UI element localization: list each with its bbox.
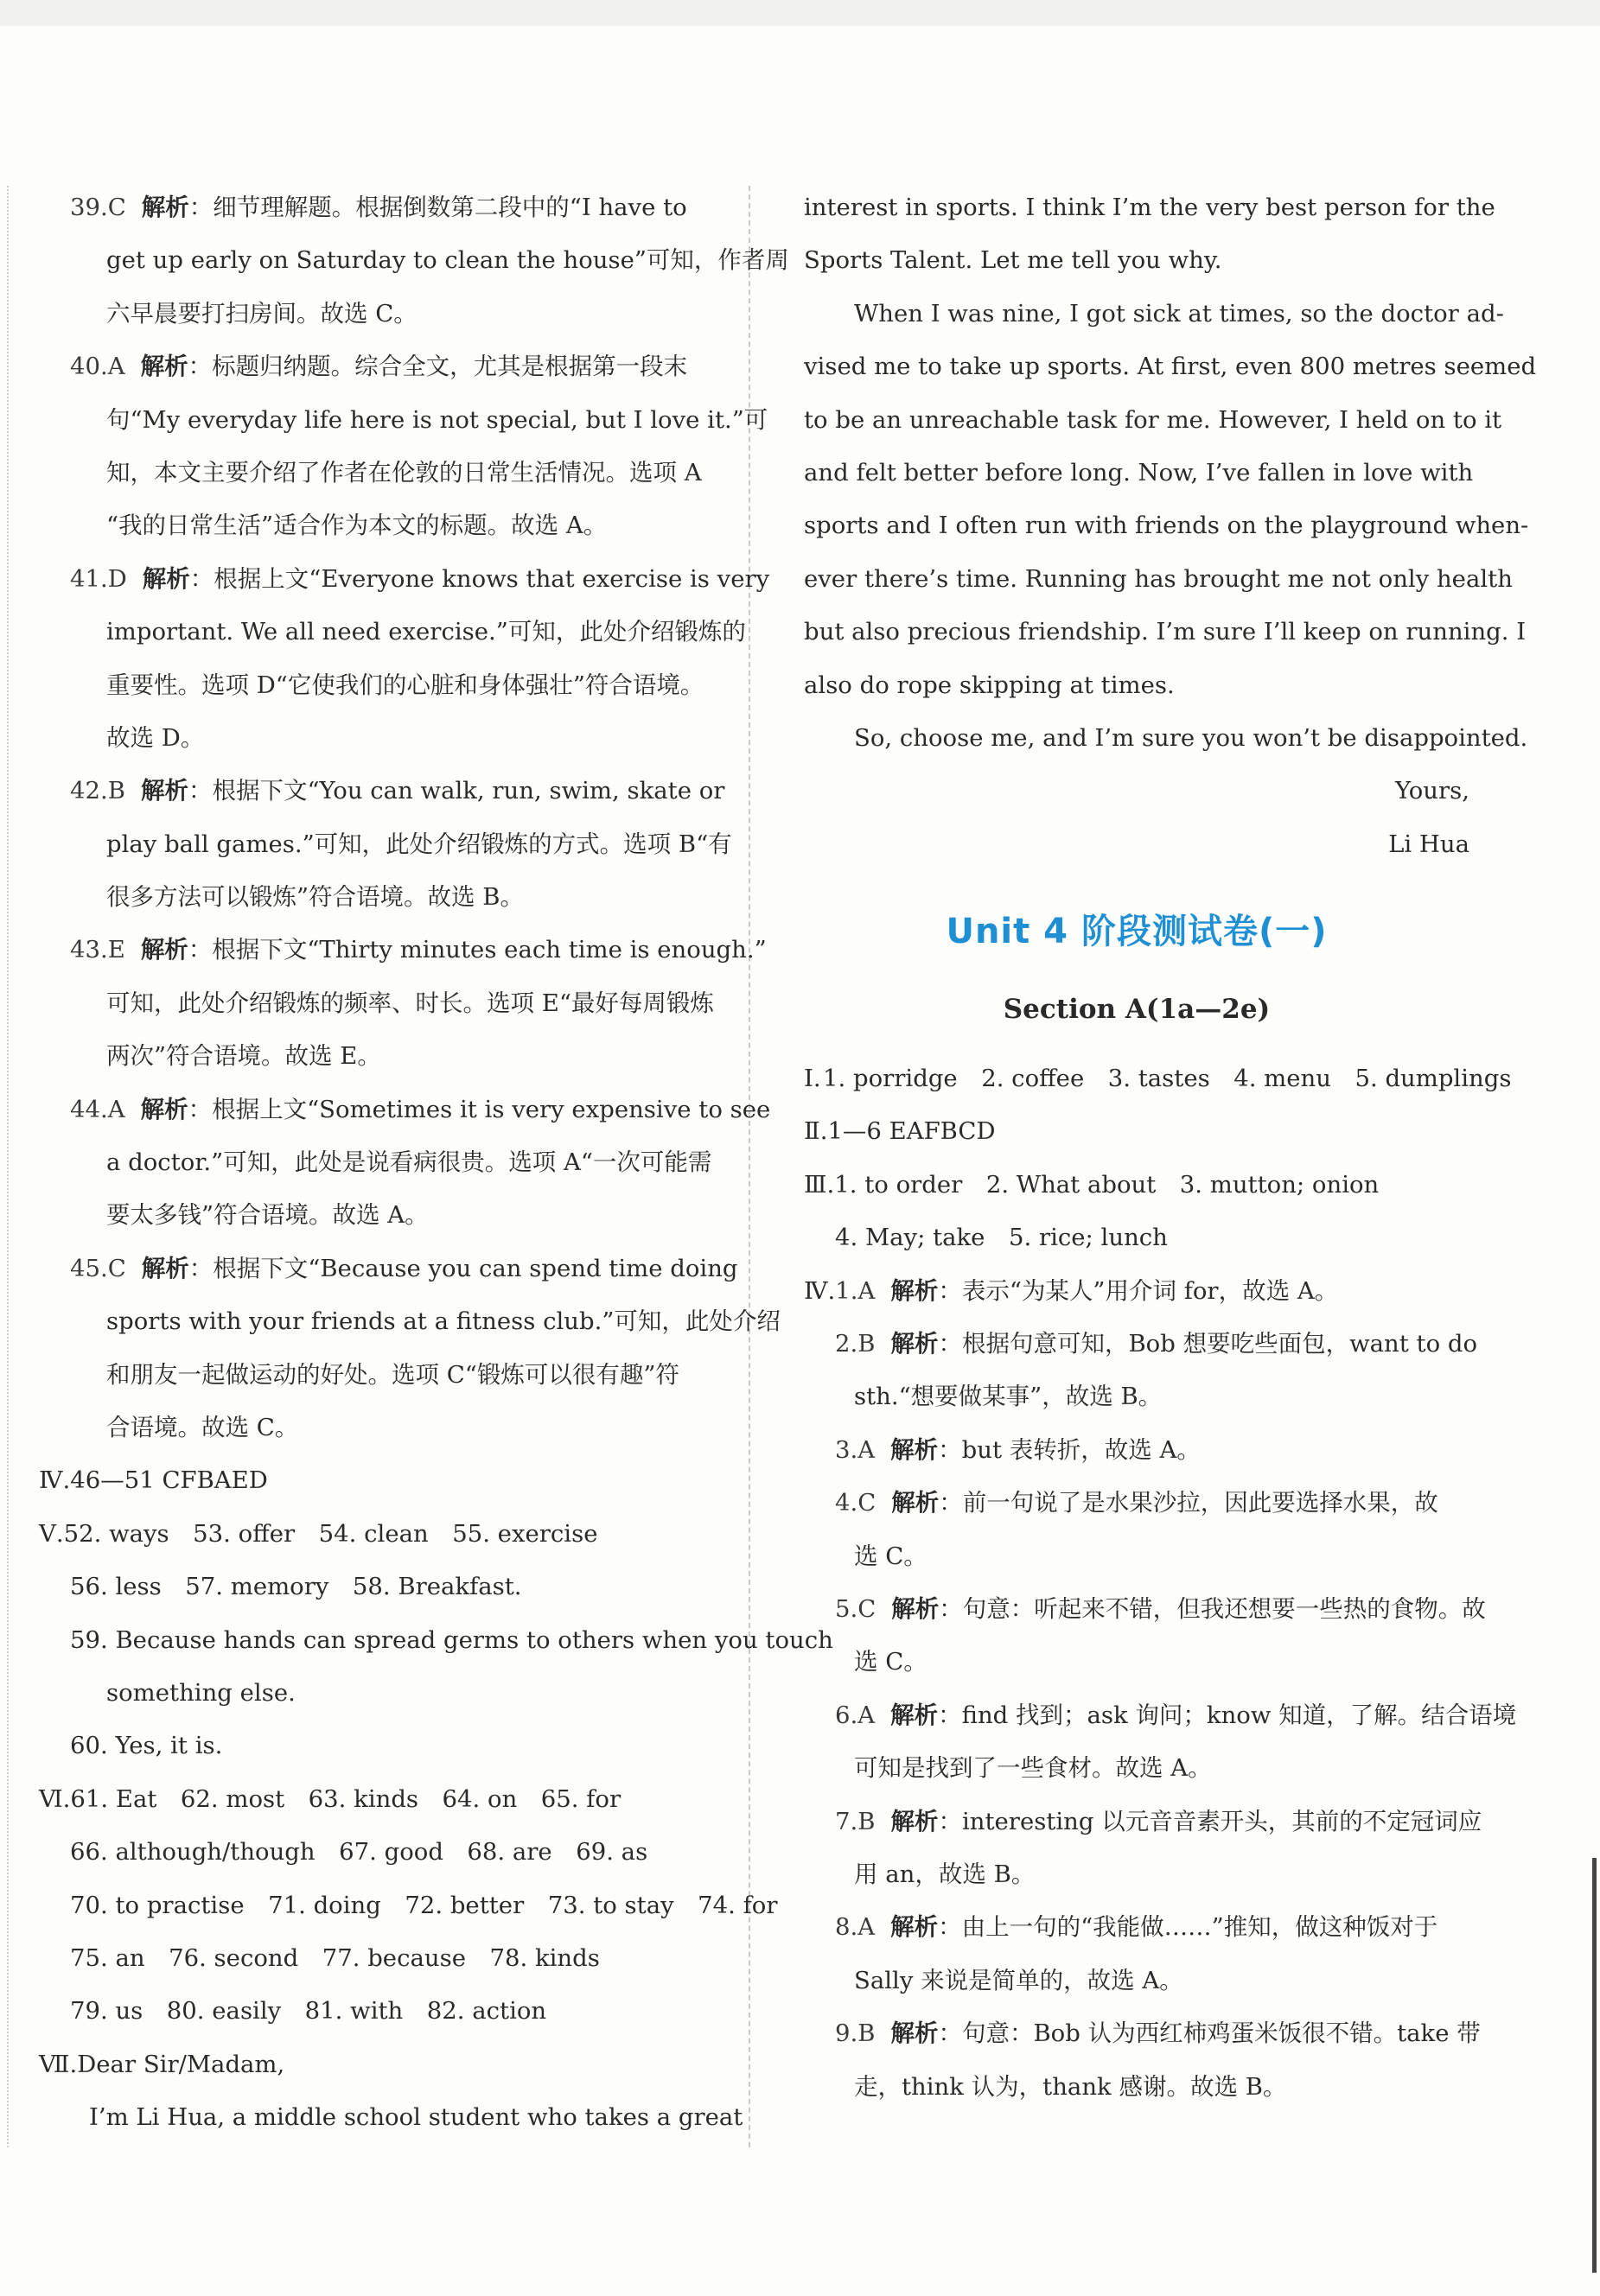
answer-item-cont bbox=[39, 1189, 730, 1242]
roman-numeral: Ⅶ. bbox=[39, 2050, 78, 2078]
section-vi-line bbox=[39, 1826, 730, 1879]
analysis-text: play ball games.”可知，此处介绍锻炼的方式。选项 B“有 bbox=[106, 830, 732, 858]
letter-line: and felt better before long. Now, I’ve fallen in love with bbox=[804, 458, 1474, 487]
answer-line: 66. although/though 67. good 68. are 69. as bbox=[70, 1838, 648, 1867]
answer-item-cont bbox=[39, 977, 730, 1030]
answer-item-cont bbox=[39, 712, 730, 765]
analysis-text: 两次”符合语境。故选 E。 bbox=[106, 1042, 381, 1071]
item-answer: B bbox=[857, 1330, 876, 1358]
letter-line: sports and I often run with friends on the playground when- bbox=[804, 512, 1529, 540]
item-number: 9. bbox=[835, 2019, 858, 2048]
roman-numeral: Ⅴ. bbox=[39, 1519, 64, 1548]
section-v-line bbox=[39, 1614, 833, 1667]
analysis-text: 选 C。 bbox=[854, 1648, 927, 1676]
section-vii bbox=[39, 2038, 730, 2091]
roman-numeral: Ⅰ. bbox=[804, 1065, 821, 1093]
item-answer: E bbox=[107, 936, 125, 964]
item-number: 7. bbox=[835, 1807, 858, 1835]
item-answer: C bbox=[107, 194, 126, 221]
item-answer: A bbox=[857, 1913, 876, 1942]
page-top-band bbox=[0, 0, 1600, 26]
item-answer: A bbox=[107, 353, 125, 381]
analysis-text: ：根据句意可知，Bob 想要吃些面包，want to do bbox=[938, 1330, 1478, 1358]
analysis-text: Sally 来说是简单的，故选 A。 bbox=[854, 1966, 1183, 1994]
analysis-text: get up early on Saturday to clean the house”可知，作者周 bbox=[106, 246, 789, 275]
analysis-text: ：细节理解题。根据倒数第二段中的“I have to bbox=[188, 194, 687, 221]
analysis-text: ：前一句说了是水果沙拉，因此要选择水果，故 bbox=[939, 1489, 1438, 1517]
item-number: 8. bbox=[835, 1913, 858, 1942]
item-answer: A bbox=[107, 1095, 125, 1123]
answer-line: 75. an 76. second 77. because 78. kinds bbox=[70, 1943, 600, 1972]
section-iii-line bbox=[804, 1159, 1469, 1212]
analysis-label: 解析 bbox=[141, 1254, 189, 1282]
roman-numeral: Ⅳ. bbox=[39, 1466, 71, 1495]
answer-line: 46—51 CFBAED bbox=[70, 1466, 268, 1495]
item-number: 5. bbox=[835, 1594, 858, 1623]
item-answer: C bbox=[107, 1254, 126, 1282]
analysis-text: ：根据下文“Because you can spend time doing bbox=[188, 1254, 738, 1282]
answer-item bbox=[804, 1318, 1478, 1371]
item-answer: D bbox=[107, 564, 127, 593]
answer-item bbox=[39, 1084, 771, 1136]
letter-line: Sports Talent. Let me tell you why. bbox=[804, 246, 1222, 275]
item-answer: B bbox=[107, 777, 125, 805]
answer-line: 52. ways 53. offer 54. clean 55. exercise bbox=[63, 1519, 598, 1548]
analysis-label: 解析 bbox=[140, 936, 188, 964]
analysis-text: 要太多钱”符合语境。故选 A。 bbox=[106, 1201, 429, 1230]
analysis-text: 走，think 认为，thank 感谢。故选 B。 bbox=[854, 2072, 1287, 2101]
answer-item bbox=[804, 1583, 1486, 1636]
item-answer: C bbox=[857, 1594, 876, 1623]
item-number: 40. bbox=[70, 353, 108, 381]
analysis-text: 知，本文主要介绍了作者在伦敦的日常生活情况。选项 A bbox=[106, 458, 702, 487]
analysis-text: 句“My everyday life here is not special, but I love it.”可 bbox=[106, 405, 768, 434]
answer-line: 70. to practise 71. doing 72. better 73. to stay 74. for bbox=[70, 1891, 778, 1919]
analysis-text: sports with your friends at a fitness club.”可知，此处介绍 bbox=[106, 1307, 781, 1336]
analysis-text: 和朋友一起做运动的好处。选项 C“锻炼可以很有趣”符 bbox=[106, 1360, 679, 1389]
item-number: 6. bbox=[835, 1701, 858, 1729]
item-answer: A bbox=[857, 1276, 876, 1305]
answer-line: 79. us 80. easily 81. with 82. action bbox=[70, 1997, 547, 2026]
roman-numeral: Ⅳ. bbox=[804, 1276, 836, 1305]
analysis-text: ：find 找到；ask 询问；know 知道，了解。结合语境 bbox=[938, 1701, 1517, 1729]
item-answer: A bbox=[857, 1701, 876, 1729]
unit-title: Unit 4 阶段测试卷(一) bbox=[946, 912, 1328, 952]
item-number: 39. bbox=[70, 194, 108, 221]
answer-item-cont bbox=[804, 1742, 1469, 1795]
analysis-label: 解析 bbox=[890, 1807, 939, 1835]
letter-closing: Yours, bbox=[1394, 777, 1469, 805]
analysis-text: ：根据上文“Sometimes it is very expensive to see bbox=[188, 1095, 771, 1123]
answer-item-cont bbox=[804, 1848, 1469, 1901]
item-answer: C bbox=[857, 1489, 876, 1517]
analysis-text: 故选 D。 bbox=[106, 723, 205, 752]
left-margin-rule bbox=[7, 186, 9, 2147]
roman-numeral: Ⅲ. bbox=[804, 1170, 835, 1199]
item-number: 2. bbox=[835, 1330, 858, 1358]
answer-item-cont bbox=[39, 606, 746, 658]
letter-line: to be an unreachable task for me. However, I held on to it bbox=[804, 405, 1502, 434]
answer-item bbox=[39, 924, 767, 976]
answer-line: 56. less 57. memory 58. Breakfast. bbox=[70, 1573, 522, 1601]
analysis-text: sth.“想要做某事”，故选 B。 bbox=[854, 1383, 1163, 1411]
answer-item bbox=[804, 1689, 1517, 1742]
answer-item bbox=[39, 553, 770, 606]
letter-line: So, choose me, and I’m sure you won’t be disappointed. bbox=[854, 723, 1528, 752]
item-answer: B bbox=[857, 1807, 876, 1835]
analysis-text: 合语境。故选 C。 bbox=[106, 1413, 299, 1441]
section-vi-line bbox=[39, 1932, 730, 1985]
analysis-label: 解析 bbox=[890, 2019, 939, 2048]
analysis-label: 解析 bbox=[890, 1276, 939, 1305]
answer-item bbox=[39, 765, 730, 817]
answer-item bbox=[804, 1901, 1469, 1954]
column-divider bbox=[749, 186, 750, 2147]
answer-item bbox=[804, 2007, 1481, 2060]
analysis-text: ：根据上文“Everyone knows that exercise is very bbox=[189, 564, 770, 593]
letter-line: When I was nine, I got sick at times, so the doctor ad- bbox=[854, 299, 1504, 328]
section-v-line bbox=[39, 1508, 730, 1561]
letter-line: vised me to take up sports. At first, even 800 metres seemed bbox=[804, 353, 1537, 381]
letter-line: ever there’s time. Running has brought me not only health bbox=[804, 564, 1513, 593]
section-v-line bbox=[39, 1720, 730, 1772]
analysis-label: 解析 bbox=[142, 564, 190, 593]
answer-line: 4. May; take 5. rice; lunch bbox=[835, 1224, 1168, 1252]
item-number: 3. bbox=[835, 1435, 858, 1464]
answer-line: 1. to order 2. What about 3. mutton; onion bbox=[834, 1170, 1380, 1199]
letter-line: also do rope skipping at times. bbox=[804, 671, 1175, 699]
answer-item-cont bbox=[39, 447, 730, 499]
answer-item-cont bbox=[39, 1402, 730, 1454]
analysis-text: “我的日常生活”适合作为本文的标题。故选 A。 bbox=[106, 512, 608, 540]
item-answer: A bbox=[857, 1435, 876, 1464]
analysis-label: 解析 bbox=[891, 1489, 940, 1517]
analysis-text: ：句意：听起来不错，但我还想要一些热的食物。故 bbox=[939, 1594, 1486, 1623]
analysis-label: 解析 bbox=[140, 353, 188, 381]
answer-item-cont bbox=[804, 1636, 1469, 1689]
answer-line: 1. porridge 2. coffee 3. tastes 4. menu 5. dumplings bbox=[823, 1065, 1512, 1093]
section-i bbox=[804, 1053, 1512, 1105]
answer-item-cont bbox=[39, 1030, 730, 1083]
item-number: 45. bbox=[70, 1254, 108, 1282]
answer-item-cont bbox=[39, 394, 768, 447]
analysis-text: ：表示“为某人”用介词 for，故选 A。 bbox=[938, 1276, 1339, 1305]
letter-line: I’m Li Hua, a middle school student who takes a great bbox=[89, 2103, 743, 2132]
analysis-label: 解析 bbox=[890, 1913, 939, 1942]
section-vi-line bbox=[39, 1773, 730, 1826]
analysis-label: 解析 bbox=[141, 194, 189, 221]
analysis-text: ：句意：Bob 认为西红柿鸡蛋米饭很不错。take 带 bbox=[938, 2019, 1481, 2048]
answer-item bbox=[804, 1796, 1482, 1848]
answer-item bbox=[804, 1477, 1469, 1530]
analysis-text: ：根据下文“Thirty minutes each time is enough.” bbox=[188, 936, 767, 964]
letter-greeting: Dear Sir/Madam, bbox=[77, 2050, 285, 2078]
analysis-text: important. We all need exercise.”可知，此处介绍锻炼的 bbox=[106, 618, 746, 646]
analysis-text: ：interesting 以元音音素开头，其前的不定冠词应 bbox=[938, 1807, 1482, 1835]
analysis-text: 很多方法可以锻炼”符合语境。故选 B。 bbox=[106, 883, 525, 912]
analysis-label: 解析 bbox=[890, 1435, 939, 1464]
item-number: 4. bbox=[835, 1489, 858, 1517]
section-v-line bbox=[39, 1667, 730, 1720]
section-ii bbox=[804, 1105, 1469, 1158]
answer-item-cont bbox=[39, 818, 730, 871]
answer-item-cont bbox=[39, 1349, 730, 1402]
answer-item-cont bbox=[804, 1955, 1469, 2007]
right-column bbox=[804, 181, 1537, 2114]
answer-line: 61. Eat 62. most 63. kinds 64. on 65. for bbox=[70, 1784, 622, 1813]
answer-item-cont bbox=[804, 1530, 1469, 1583]
answer-item-cont bbox=[804, 2061, 1469, 2114]
answer-item bbox=[804, 1424, 1469, 1477]
answer-item bbox=[39, 181, 730, 234]
analysis-text: 用 an，故选 B。 bbox=[854, 1860, 1036, 1888]
item-number: 42. bbox=[70, 777, 108, 805]
analysis-text: ：根据下文“You can walk, run, swim, skate or bbox=[188, 777, 725, 805]
answer-item-cont bbox=[39, 1295, 781, 1348]
answer-item-cont bbox=[39, 499, 730, 552]
analysis-label: 解析 bbox=[890, 1701, 939, 1729]
analysis-label: 解析 bbox=[140, 1095, 188, 1123]
item-answer: B bbox=[857, 2019, 876, 2048]
analysis-text: ：but 表转折，故选 A。 bbox=[938, 1435, 1201, 1464]
item-number: 44. bbox=[70, 1095, 108, 1123]
section-v-line bbox=[39, 1561, 730, 1613]
section-iv bbox=[39, 1454, 730, 1507]
analysis-text: ：标题归纳题。综合全文，尤其是根据第一段末 bbox=[188, 353, 688, 381]
letter-signature: Li Hua bbox=[1388, 830, 1469, 858]
letter-line: but also precious friendship. I’m sure I’ll keep on running. I bbox=[804, 618, 1527, 646]
section-vi-line bbox=[39, 1879, 778, 1932]
section-iii-line bbox=[804, 1212, 1469, 1264]
answer-item-cont bbox=[39, 659, 730, 712]
answer-line: 60. Yes, it is. bbox=[70, 1732, 223, 1760]
analysis-label: 解析 bbox=[890, 1330, 939, 1358]
analysis-text: 可知，此处介绍锻炼的频率、时长。选项 E“最好每周锻炼 bbox=[106, 989, 714, 1017]
answer-line: 1—6 EAFBCD bbox=[827, 1117, 996, 1146]
analysis-text: ：由上一句的“我能做……”推知，做这种饭对于 bbox=[938, 1913, 1438, 1942]
letter-line: interest in sports. I think I’m the very best person for the bbox=[804, 194, 1495, 221]
item-number: 41. bbox=[70, 564, 108, 593]
roman-numeral: Ⅵ. bbox=[39, 1784, 71, 1813]
answer-item-cont bbox=[39, 1136, 730, 1189]
answer-item bbox=[39, 1243, 738, 1295]
analysis-label: 解析 bbox=[140, 777, 188, 805]
answer-line: something else. bbox=[106, 1678, 296, 1707]
analysis-text: 选 C。 bbox=[854, 1542, 927, 1570]
analysis-label: 解析 bbox=[891, 1594, 940, 1623]
section-vi-line bbox=[39, 1985, 730, 2038]
section-title: Section A(1a—2e) bbox=[1003, 994, 1271, 1026]
item-number: 43. bbox=[70, 936, 108, 964]
analysis-text: 可知是找到了一些食材。故选 A。 bbox=[854, 1754, 1212, 1783]
answer-item bbox=[39, 340, 730, 393]
item-number: 1. bbox=[835, 1276, 858, 1305]
analysis-text: 重要性。选项 D“它使我们的心脏和身体强壮”符合语境。 bbox=[106, 671, 704, 699]
analysis-text: a doctor.”可知，此处是说看病很贵。选项 A“一次可能需 bbox=[106, 1148, 712, 1177]
roman-numeral: Ⅱ. bbox=[804, 1117, 828, 1146]
answer-item-cont bbox=[39, 871, 730, 924]
analysis-text: 六早晨要打扫房间。故选 C。 bbox=[106, 299, 418, 328]
answer-item-cont bbox=[39, 234, 789, 287]
answer-item-cont bbox=[804, 1371, 1469, 1423]
answer-item-cont bbox=[39, 288, 730, 340]
answer-item bbox=[804, 1265, 1469, 1318]
page-edge-mark bbox=[1592, 1858, 1597, 2273]
answer-line: 59. Because hands can spread germs to others when you touch bbox=[70, 1625, 833, 1654]
